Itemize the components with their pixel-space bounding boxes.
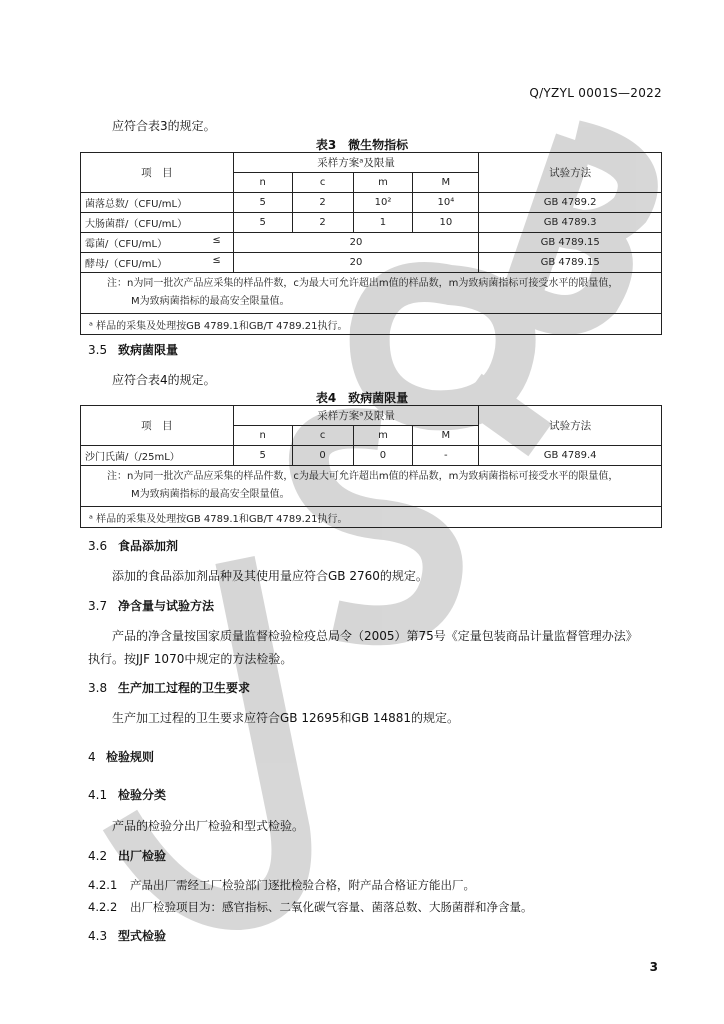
table4-cell-n: 5 [233, 446, 292, 466]
section-number: 3.5 [88, 343, 108, 357]
clause-text: 产品出厂需经工厂检验部门逐批检验合格，附产品合格证方能出厂。 [130, 878, 475, 892]
table4-cell-m: 0 [353, 446, 413, 466]
table3-cell-method: GB 4789.3 [479, 213, 662, 233]
table4-header-plan: 采样方案ᵃ及限量 [233, 406, 479, 426]
table4-footnote: ᵃ 样品的采集及处理按GB 4789.1和GB/T 4789.21执行。 [81, 507, 662, 528]
clause-number: 4.2.2 [88, 900, 118, 914]
clause-text: 出厂检验项目为：感官指标、二氧化碳气容量、菌落总数、大肠菌群和净含量。 [130, 900, 533, 914]
section-title: 出厂检验 [118, 849, 167, 863]
table3-note-line1: 注：n为同一批次产品应采集的样品件数，c为最大可允许超出m值的样品数，m为致病菌指标可接受水平的限量值， [107, 278, 619, 289]
table4-note-line1: 注：n为同一批次产品应采集的样品件数，c为最大可允许超出m值的样品数，m为致病菌指标可接受水平的限量值， [107, 471, 619, 482]
section-3-7-body-line2: 执行。按JJF 1070中规定的方法检验。 [88, 652, 293, 666]
page-number: 3 [649, 960, 658, 974]
table3-cell-method: GB 4789.15 [479, 233, 662, 253]
table3-cell-item [81, 253, 234, 273]
section-4-1-body: 产品的检验分出厂检验和型式检验。 [112, 819, 305, 833]
table3-subheader-n: n [233, 173, 292, 193]
le-symbol: ≤ [212, 235, 221, 246]
section-3-5-heading [88, 341, 178, 358]
section-number: 4.2 [88, 849, 108, 863]
table3-cell-item [81, 233, 234, 253]
section-number: 4.3 [88, 929, 108, 943]
section-3-6-heading [88, 537, 178, 554]
section-number: 3.7 [88, 599, 108, 613]
section-3-8-body: 生产加工过程的卫生要求应符合GB 12695和GB 14881的规定。 [112, 711, 460, 725]
section-title: 净含量与试验方法 [118, 599, 215, 613]
table4-caption: 表4 致病菌限量 [315, 391, 409, 405]
section-4-2-heading [88, 847, 166, 864]
table3-note-line2: M为致病菌指标的最高安全限量值。 [131, 296, 290, 307]
table3-item-label: 霉菌/（CFU/mL） [85, 239, 168, 250]
table3-subheader-M: M [413, 173, 479, 193]
section-title: 致病菌限量 [118, 343, 179, 357]
table4-subheader-c: c [292, 426, 353, 446]
table3-subheader-c: c [292, 173, 353, 193]
table-row [81, 446, 662, 466]
table4-note-line2: M为致病菌指标的最高安全限量值。 [131, 489, 290, 500]
table-row [81, 213, 662, 233]
table3-cell-limit: 20 [233, 253, 479, 273]
section-title: 食品添加剂 [118, 539, 179, 553]
section-3-7-body-line1: 产品的净含量按国家质量监督检验检疫总局令（2005）第75号《定量包装商品计量监督管理办法》 [112, 629, 638, 643]
section-title: 型式检验 [118, 929, 167, 943]
table-row [81, 233, 662, 253]
section-number: 3.6 [88, 539, 108, 553]
clause-number: 4.2.1 [88, 878, 118, 892]
standard-code: Q/YZYL 0001S—2022 [529, 86, 662, 100]
section-number: 4 [88, 750, 96, 764]
table3-item-label: 酵母/（CFU/mL） [85, 259, 168, 270]
section-title: 检验规则 [106, 750, 155, 764]
table3-header-item: 项 目 [81, 153, 234, 193]
section-number: 3.8 [88, 681, 108, 695]
intro-table3: 应符合表3的规定。 [112, 119, 216, 133]
clause-4-2-1 [88, 877, 475, 893]
table3 [80, 152, 662, 335]
table3-cell-item: 大肠菌群/（CFU/mL） [81, 213, 234, 233]
table4-cell-method: GB 4789.4 [479, 446, 662, 466]
section-4-1-heading [88, 786, 166, 803]
table3-cell-m: 1 [353, 213, 413, 233]
table3-note [81, 273, 662, 314]
table3-cell-m: 10² [353, 193, 413, 213]
table4-cell-item: 沙门氏菌/（/25mL） [81, 446, 234, 466]
table-row [81, 253, 662, 273]
section-3-6-body: 添加的食品添加剂品种及其使用量应符合GB 2760的规定。 [112, 569, 428, 583]
section-number: 4.1 [88, 788, 108, 802]
table3-cell-c: 2 [292, 213, 353, 233]
table3-cell-item: 菌落总数/（CFU/mL） [81, 193, 234, 213]
table3-header-plan: 采样方案ᵃ及限量 [233, 153, 479, 173]
table4-subheader-M: M [413, 426, 479, 446]
table4 [80, 405, 662, 528]
table4-header-method: 试验方法 [479, 406, 662, 446]
intro-table4: 应符合表4的规定。 [112, 373, 216, 387]
clause-4-2-2 [88, 899, 533, 915]
section-title: 生产加工过程的卫生要求 [118, 681, 251, 695]
table4-subheader-n: n [233, 426, 292, 446]
table3-cell-M: 10 [413, 213, 479, 233]
table3-cell-method: GB 4789.2 [479, 193, 662, 213]
table4-cell-c: 0 [292, 446, 353, 466]
section-3-8-heading [88, 679, 250, 696]
le-symbol: ≤ [212, 255, 221, 266]
table3-subheader-m: m [353, 173, 413, 193]
table3-caption: 表3 微生物指标 [315, 138, 409, 152]
table3-cell-M: 10⁴ [413, 193, 479, 213]
table4-header-item: 项 目 [81, 406, 234, 446]
section-4-heading [88, 748, 154, 765]
table4-subheader-m: m [353, 426, 413, 446]
section-title: 检验分类 [118, 788, 167, 802]
table3-cell-c: 2 [292, 193, 353, 213]
table3-header-method: 试验方法 [479, 153, 662, 193]
table4-cell-M: - [413, 446, 479, 466]
table3-cell-n: 5 [233, 193, 292, 213]
section-4-3-heading [88, 927, 166, 944]
table3-cell-method: GB 4789.15 [479, 253, 662, 273]
table3-cell-limit: 20 [233, 233, 479, 253]
section-3-7-heading [88, 597, 214, 614]
table3-cell-n: 5 [233, 213, 292, 233]
table3-footnote: ᵃ 样品的采集及处理按GB 4789.1和GB/T 4789.21执行。 [81, 314, 662, 335]
table-row [81, 193, 662, 213]
table4-note [81, 466, 662, 507]
